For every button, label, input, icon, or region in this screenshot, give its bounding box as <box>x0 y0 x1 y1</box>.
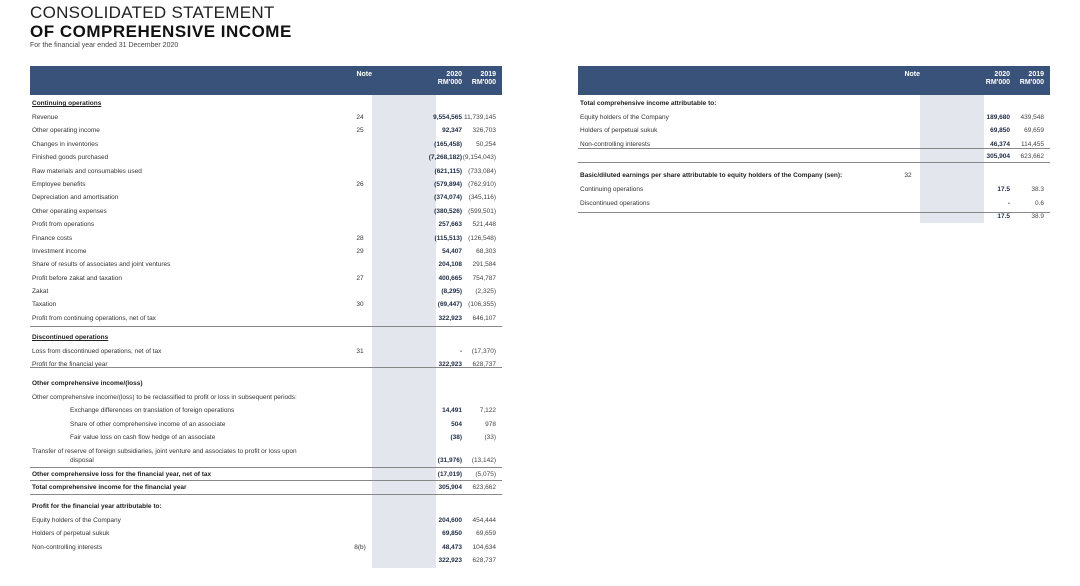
row-label: Other comprehensive income/(loss) to be reclassified to profit or loss in subsequent periods: <box>32 394 297 401</box>
row-label: Exchange differences on translation of foreign operations <box>70 407 235 414</box>
right-table-header <box>578 66 1050 95</box>
statement-row <box>30 258 502 271</box>
row-value-2020: (69,447) <box>437 301 462 308</box>
row-value-2019: 754,787 <box>472 275 496 282</box>
statement-row <box>30 331 502 344</box>
row-label: Profit from continuing operations, net of tax <box>32 315 156 322</box>
row-value-2020: 204,108 <box>438 261 462 268</box>
row-value-2020: 305,904 <box>986 153 1010 160</box>
statement-row <box>578 197 1050 210</box>
row-value-2019: 521,448 <box>472 221 496 228</box>
row-value-2020: 46,374 <box>990 141 1010 148</box>
row-value-2019: 114,455 <box>1020 141 1044 148</box>
row-value-2019: (2,325) <box>475 288 496 295</box>
row-label: Equity holders of the Company <box>580 114 669 121</box>
statement-row <box>578 169 1050 182</box>
statement-row <box>30 554 502 567</box>
row-note: 25 <box>356 127 364 134</box>
row-value-2019: 623,662 <box>1020 153 1044 160</box>
row-label: Taxation <box>32 301 57 308</box>
rule <box>30 480 502 481</box>
row-label: Revenue <box>32 114 59 121</box>
row-value-2020: (115,513) <box>434 235 462 242</box>
row-value-2019: 0.6 <box>1034 200 1044 207</box>
row-value-2020: 69,850 <box>442 530 462 537</box>
row-value-2020: (374,074) <box>434 194 462 201</box>
row-value-2019: (762,910) <box>468 181 496 188</box>
statement-row <box>30 431 502 444</box>
row-value-2019: 439,548 <box>1020 114 1044 121</box>
row-label: disposal <box>70 457 94 464</box>
row-value-2019: (13,142) <box>471 457 496 464</box>
statement-row <box>578 97 1050 110</box>
row-label: Fair value loss on cash flow hedge of an associate <box>70 434 216 441</box>
left-header-2019-unit: RM'000 <box>471 79 496 86</box>
row-label: Investment income <box>32 248 87 255</box>
row-value-2020: (579,894) <box>434 181 462 188</box>
statement-row <box>30 527 502 540</box>
row-label: Non-controlling interests <box>580 141 651 148</box>
row-note: 24 <box>356 114 364 121</box>
row-label: Profit for the financial year <box>32 361 108 368</box>
row-value-2019: 978 <box>485 421 496 428</box>
statement-row <box>30 418 502 431</box>
row-value-2020: - <box>1007 200 1010 207</box>
rule <box>30 367 502 368</box>
right-header-2020: 2020 <box>994 71 1010 78</box>
statement-row <box>30 191 502 204</box>
row-label: Finance costs <box>32 235 73 242</box>
row-note: 28 <box>356 235 364 242</box>
row-label: Employee benefits <box>32 181 86 188</box>
row-value-2019: 454,444 <box>472 517 496 524</box>
statement-row <box>30 165 502 178</box>
left-header-2020-unit: RM'000 <box>437 79 462 86</box>
statement-row <box>30 377 502 390</box>
row-value-2020: 400,665 <box>438 275 462 282</box>
row-value-2019: (126,548) <box>468 235 496 242</box>
row-note: 29 <box>356 248 364 255</box>
row-value-2020: 54,407 <box>442 248 462 255</box>
row-label: Non-controlling interests <box>32 544 103 551</box>
row-value-2019: 11,739,145 <box>463 114 496 121</box>
row-value-2020: 9,554,565 <box>433 114 462 121</box>
row-value-2019: (17,370) <box>471 348 496 355</box>
left-table-header <box>30 66 502 95</box>
row-value-2019: 628,737 <box>472 361 496 368</box>
row-label: Other operating expenses <box>32 208 107 215</box>
row-note: 8(b) <box>354 544 366 551</box>
statement-row <box>30 404 502 417</box>
row-label: Share of other comprehensive income of an associate <box>70 421 226 428</box>
statement-row <box>30 245 502 258</box>
row-value-2019: 69,659 <box>1024 127 1044 134</box>
row-value-2019: (599,501) <box>468 208 496 215</box>
row-value-2020: (31,976) <box>437 457 462 464</box>
row-value-2020: 322,923 <box>438 361 462 368</box>
row-label: Profit before zakat and taxation <box>32 275 122 282</box>
row-value-2020: 17.5 <box>997 213 1010 220</box>
statement-row <box>30 151 502 164</box>
row-label: Other operating income <box>32 127 100 134</box>
row-value-2020: 322,923 <box>438 557 462 564</box>
rule <box>30 494 502 495</box>
rule <box>30 326 502 327</box>
row-value-2020: 322,923 <box>438 315 462 322</box>
statement-row <box>30 500 502 513</box>
page-subtitle: For the financial year ended 31 December 2020 <box>30 42 179 49</box>
row-value-2019: (33) <box>484 434 496 441</box>
row-value-2019: 7,122 <box>479 407 496 414</box>
statement-row <box>578 183 1050 196</box>
row-value-2020: 17.5 <box>997 186 1010 193</box>
statement-row <box>30 312 502 325</box>
row-value-2019: 326,703 <box>472 127 496 134</box>
row-note: 26 <box>356 181 364 188</box>
statement-row <box>30 205 502 218</box>
row-value-2020: 189,680 <box>986 114 1010 121</box>
row-value-2020: 504 <box>451 421 462 428</box>
left-header-2019: 2019 <box>480 71 496 78</box>
statement-row <box>30 272 502 285</box>
row-value-2019: 104,634 <box>472 544 496 551</box>
row-note: 30 <box>356 301 364 308</box>
row-value-2020: - <box>459 348 462 355</box>
row-note: 27 <box>356 275 364 282</box>
row-value-2019: 69,659 <box>476 530 496 537</box>
row-value-2019: (9,154,043) <box>462 154 496 161</box>
row-label: Basic/diluted earnings per share attributable to equity holders of the Company (sen): <box>580 172 843 179</box>
row-label: Loss from discontinued operations, net of tax <box>32 348 162 355</box>
rule <box>30 467 502 468</box>
page-title-line2: OF COMPREHENSIVE INCOME <box>30 22 292 41</box>
row-value-2019: 68,303 <box>476 248 496 255</box>
row-label: Raw materials and consumables used <box>32 168 142 175</box>
row-value-2020: (621,115) <box>434 168 462 175</box>
left-header-note: Note <box>356 71 372 78</box>
row-value-2020: 92,347 <box>442 127 462 134</box>
row-value-2019: 291,584 <box>472 261 496 268</box>
row-value-2019: 38.3 <box>1031 186 1044 193</box>
row-label: Discontinued operations <box>32 334 109 341</box>
row-label: Holders of perpetual sukuk <box>580 127 658 134</box>
page-title-line1: CONSOLIDATED STATEMENT <box>30 3 275 22</box>
row-label: Holders of perpetual sukuk <box>32 530 110 537</box>
row-label: Transfer of reserve of foreign subsidiaries, joint venture and associates to profit or loss upon <box>32 448 297 455</box>
row-label: Profit from operations <box>32 221 95 228</box>
statement-row <box>30 178 502 191</box>
row-value-2019: 623,662 <box>472 484 496 491</box>
statement-row <box>30 138 502 151</box>
row-label: Profit for the financial year attributable to: <box>32 503 162 510</box>
right-header-note: Note <box>904 71 920 78</box>
row-value-2020: (17,019) <box>437 471 462 478</box>
row-value-2019: 628,737 <box>472 557 496 564</box>
statement-row <box>30 454 502 467</box>
row-value-2019: (106,355) <box>468 301 496 308</box>
right-header-2019: 2019 <box>1028 71 1044 78</box>
row-label: Continuing operations <box>32 100 102 107</box>
row-label: Discontinued operations <box>580 200 650 207</box>
row-value-2020: 305,904 <box>438 484 462 491</box>
row-label: Other comprehensive loss for the financial year, net of tax <box>32 471 212 478</box>
row-value-2019: (5,075) <box>475 471 496 478</box>
row-label: Zakat <box>32 288 49 295</box>
right-header-2020-unit: RM'000 <box>985 79 1010 86</box>
statement-row <box>30 541 502 554</box>
row-value-2020: 204,600 <box>438 517 462 524</box>
statement-row <box>30 285 502 298</box>
row-value-2020: 257,663 <box>438 221 462 228</box>
rule <box>578 148 1050 149</box>
row-value-2020: (380,526) <box>434 208 462 215</box>
row-label: Depreciation and amortisation <box>32 194 119 201</box>
row-label: Finished goods purchased <box>32 154 109 161</box>
row-label: Equity holders of the Company <box>32 517 121 524</box>
row-value-2019: (345,116) <box>468 194 496 201</box>
statement-row <box>30 345 502 358</box>
statement-row <box>30 298 502 311</box>
row-note: 31 <box>356 348 364 355</box>
statement-row <box>30 97 502 110</box>
row-value-2020: (165,458) <box>434 141 462 148</box>
statement-row <box>30 218 502 231</box>
row-value-2020: 48,473 <box>442 544 462 551</box>
right-header-2019-unit: RM'000 <box>1019 79 1044 86</box>
row-value-2020: 69,850 <box>990 127 1010 134</box>
statement-row <box>578 124 1050 137</box>
statement-row <box>30 514 502 527</box>
row-note: 32 <box>904 172 912 179</box>
statement-row <box>30 358 502 371</box>
row-label: Other comprehensive income/(loss) <box>32 380 143 387</box>
statement-row <box>30 111 502 124</box>
row-value-2019: 646,107 <box>472 315 496 322</box>
row-value-2019: 50,254 <box>476 141 496 148</box>
row-value-2019: (733,084) <box>468 168 496 175</box>
row-value-2020: (8,295) <box>441 288 462 295</box>
statement-row <box>30 391 502 404</box>
row-label: Changes in inventories <box>32 141 99 148</box>
statement-row <box>578 111 1050 124</box>
row-value-2019: 38.9 <box>1031 213 1044 220</box>
rule <box>578 212 1050 213</box>
row-value-2020: 14,491 <box>442 407 462 414</box>
row-label: Share of results of associates and joint ventures <box>32 261 171 268</box>
rule <box>578 162 1050 163</box>
left-header-2020: 2020 <box>446 71 462 78</box>
row-value-2020: (7,268,182) <box>428 154 462 161</box>
row-label: Total comprehensive income attributable to: <box>580 100 717 107</box>
row-value-2020: (38) <box>450 434 462 441</box>
statement-row <box>30 481 502 494</box>
statement-row <box>30 124 502 137</box>
row-label: Total comprehensive income for the financial year <box>32 484 187 491</box>
row-label: Continuing operations <box>580 186 644 193</box>
statement-row <box>30 232 502 245</box>
